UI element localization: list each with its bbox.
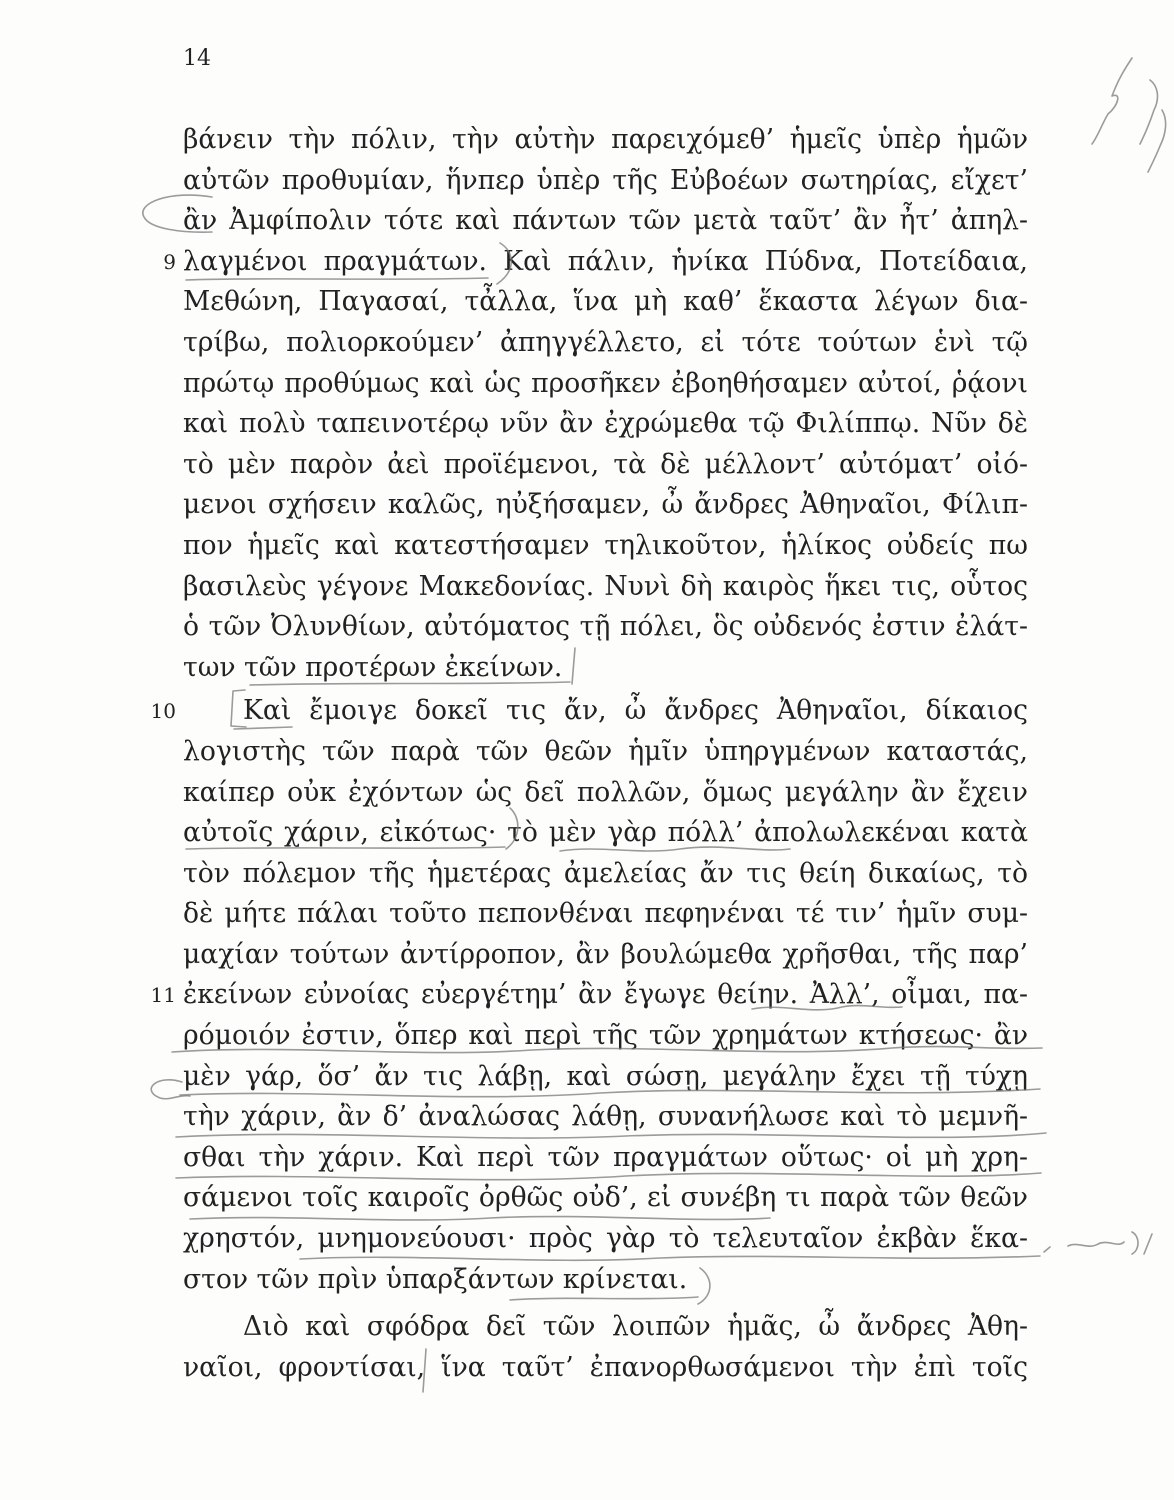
line-text: λογιστὴς τῶν παρὰ τῶν θεῶν ἡμῖν ὑπηργμένων καταστάς, — [183, 735, 1028, 767]
line-text: Μεθώνη, Παγασαί, τἆλλα, ἵνα μὴ καθ’ ἕκαστα λέγων δια- — [183, 286, 1028, 318]
page-number: 14 — [183, 46, 211, 71]
line-text: μενοι σχήσειν καλῶς, ηὐξήσαμεν, ὦ ἄνδρες Ἀθηναῖοι, Φίλιπ- — [183, 489, 1028, 521]
line-text: ὁ τῶν Ὀλυνθίων, αὐτόματος τῇ πόλει, ὃς οὐδενός ἐστιν ἐλάτ- — [183, 611, 1028, 643]
text-line — [183, 935, 1028, 976]
section-number: 9 — [163, 249, 176, 274]
line-text: πον ἡμεῖς καὶ κατεστήσαμεν τηλικοῦτον, ἡλίκος οὐδείς πω — [183, 529, 1028, 561]
text-line — [183, 323, 1028, 364]
line-text: καίπερ οὐκ ἐχόντων ὡς δεῖ πολλῶν, ὅμως μεγάλην ἂν ἔχειν — [183, 776, 1028, 808]
text-line — [183, 567, 1028, 608]
line-text: των τῶν προτέρων ἐκείνων. — [183, 651, 563, 683]
text-line — [150, 691, 1028, 732]
line-text: τὸν πόλεμον τῆς ἡμετέρας ἀμελείας ἄν τις θείη δικαίως, τὸ — [183, 857, 1028, 889]
line-text: αὐτοῖς χάριν, εἰκότως· τὸ μὲν γὰρ πόλλ’ ἀπολωλεκέναι κατὰ — [183, 817, 1028, 849]
line-text: ἐκείνων εὐνοίας εὐεργέτημ’ ἂν ἔγωγε θείην. Ἀλλ’, οἶμαι, πα- — [183, 979, 1028, 1011]
text-line — [183, 894, 1028, 935]
section-number: 10 — [150, 699, 176, 724]
text-line — [183, 161, 1028, 202]
text-line — [183, 648, 1028, 689]
line-text: λαγμένοι πραγμάτων. Καὶ πάλιν, ἡνίκα Πύδνα, Ποτείδαια, — [183, 245, 1028, 277]
line-text: σάμενοι τοῖς καιροῖς ὀρθῶς οὐδ’, εἰ συνέβη τι παρὰ τῶν θεῶν — [183, 1182, 1028, 1214]
line-text: πρώτῳ προθύμως καὶ ὡς προσῆκεν ἐβοηθήσαμεν αὐτοί, ῥᾴονι — [183, 367, 1028, 399]
text-line — [183, 120, 1028, 161]
text-line — [183, 773, 1028, 814]
text-line — [183, 445, 1028, 486]
line-text: αὐτῶν προθυμίαν, ἥνπερ ὑπὲρ τῆς Εὐβοέων σωτηρίας, εἴχετ’ — [183, 164, 1028, 196]
text-line — [183, 1219, 1028, 1260]
text-line — [183, 526, 1028, 567]
line-text: στον τῶν πρὶν ὑπαρξάντων κρίνεται. — [183, 1263, 688, 1295]
text-line — [183, 1057, 1028, 1098]
line-text: χρηστόν, μνημονεύουσι· πρὸς γὰρ τὸ τελευταῖον ἐκβὰν ἕκα- — [183, 1223, 1028, 1255]
text-line — [183, 1307, 1028, 1348]
pencil-margin-scribble — [1092, 58, 1166, 172]
line-text: Καὶ ἔμοιγε δοκεῖ τις ἄν, ὦ ἄνδρες Ἀθηναῖοι, δίκαιος — [243, 695, 1028, 727]
line-text: Διὸ καὶ σφόδρα δεῖ τῶν λοιπῶν ἡμᾶς, ὦ ἄνδρες Ἀθη- — [243, 1311, 1028, 1343]
line-text: τὴν χάριν, ἂν δ’ ἀναλώσας λάθῃ, συνανήλωσε καὶ τὸ μεμνῆ- — [183, 1101, 1028, 1133]
text-line — [183, 282, 1028, 323]
line-text: ναῖοι, φροντίσαι, ἵνα ταῦτ’ ἐπανορθωσάμενοι τὴν ἐπὶ τοῖς — [183, 1351, 1028, 1383]
text-line — [183, 1016, 1028, 1057]
text-line — [183, 201, 1028, 242]
text-line — [183, 404, 1028, 445]
line-text: ρόμοιόν ἐστιν, ὅπερ καὶ περὶ τῆς τῶν χρημάτων κτήσεως· ἂν — [183, 1020, 1028, 1052]
text-line — [183, 854, 1028, 895]
text-line — [183, 813, 1028, 854]
line-text: σθαι τὴν χάριν. Καὶ περὶ τῶν πραγμάτων οὕτως· οἱ μὴ χρη- — [183, 1141, 1028, 1173]
section-number: 11 — [150, 983, 176, 1008]
greek-text-body — [150, 120, 1028, 1388]
line-text: βάνειν τὴν πόλιν, τὴν αὐτὴν παρειχόμεθ’ ἡμεῖς ὑπὲρ ἡμῶν — [183, 124, 1028, 155]
line-text: βασιλεὺς γέγονε Μακεδονίας. Νυνὶ δὴ καιρὸς ἥκει τις, οὗτος — [183, 570, 1028, 602]
text-line — [183, 607, 1028, 648]
line-text: μαχίαν τούτων ἀντίρροπον, ἂν βουλώμεθα χρῆσθαι, τῆς παρ’ — [183, 938, 1028, 970]
text-line — [183, 1138, 1028, 1179]
text-line — [183, 485, 1028, 526]
text-line — [183, 1178, 1028, 1219]
text-line — [183, 364, 1028, 405]
line-text: δὲ μήτε πάλαι τοῦτο πεπονθέναι πεφηνέναι τέ τιν’ ἡμῖν συμ- — [183, 898, 1028, 930]
line-text: τὸ μὲν παρὸν ἀεὶ προϊέμενοι, τὰ δὲ μέλλοντ’ αὐτόματ’ οἰό- — [183, 448, 1028, 480]
line-text: τρίβω, πολιορκούμεν’ ἀπηγγέλλετο, εἰ τότε τούτων ἑνὶ τῷ — [183, 326, 1028, 358]
pencil-margin-scribble — [1044, 1232, 1152, 1254]
line-text: ἂν Ἀμφίπολιν τότε καὶ πάντων τῶν μετὰ ταῦτ’ ἂν ἦτ’ ἀπηλ- — [183, 205, 1028, 237]
text-line — [183, 1260, 1028, 1301]
line-text: καὶ πολὺ ταπεινοτέρῳ νῦν ἂν ἐχρώμεθα τῷ Φιλίππῳ. Νῦν δὲ — [183, 408, 1028, 440]
text-line — [163, 242, 1028, 283]
text-line — [183, 1097, 1028, 1138]
text-line — [183, 1348, 1028, 1389]
text-line — [150, 975, 1028, 1016]
text-line — [183, 732, 1028, 773]
line-text: μὲν γάρ, ὅσ’ ἄν τις λάβῃ, καὶ σώσῃ, μεγάλην ἔχει τῇ τύχῃ — [183, 1060, 1028, 1092]
